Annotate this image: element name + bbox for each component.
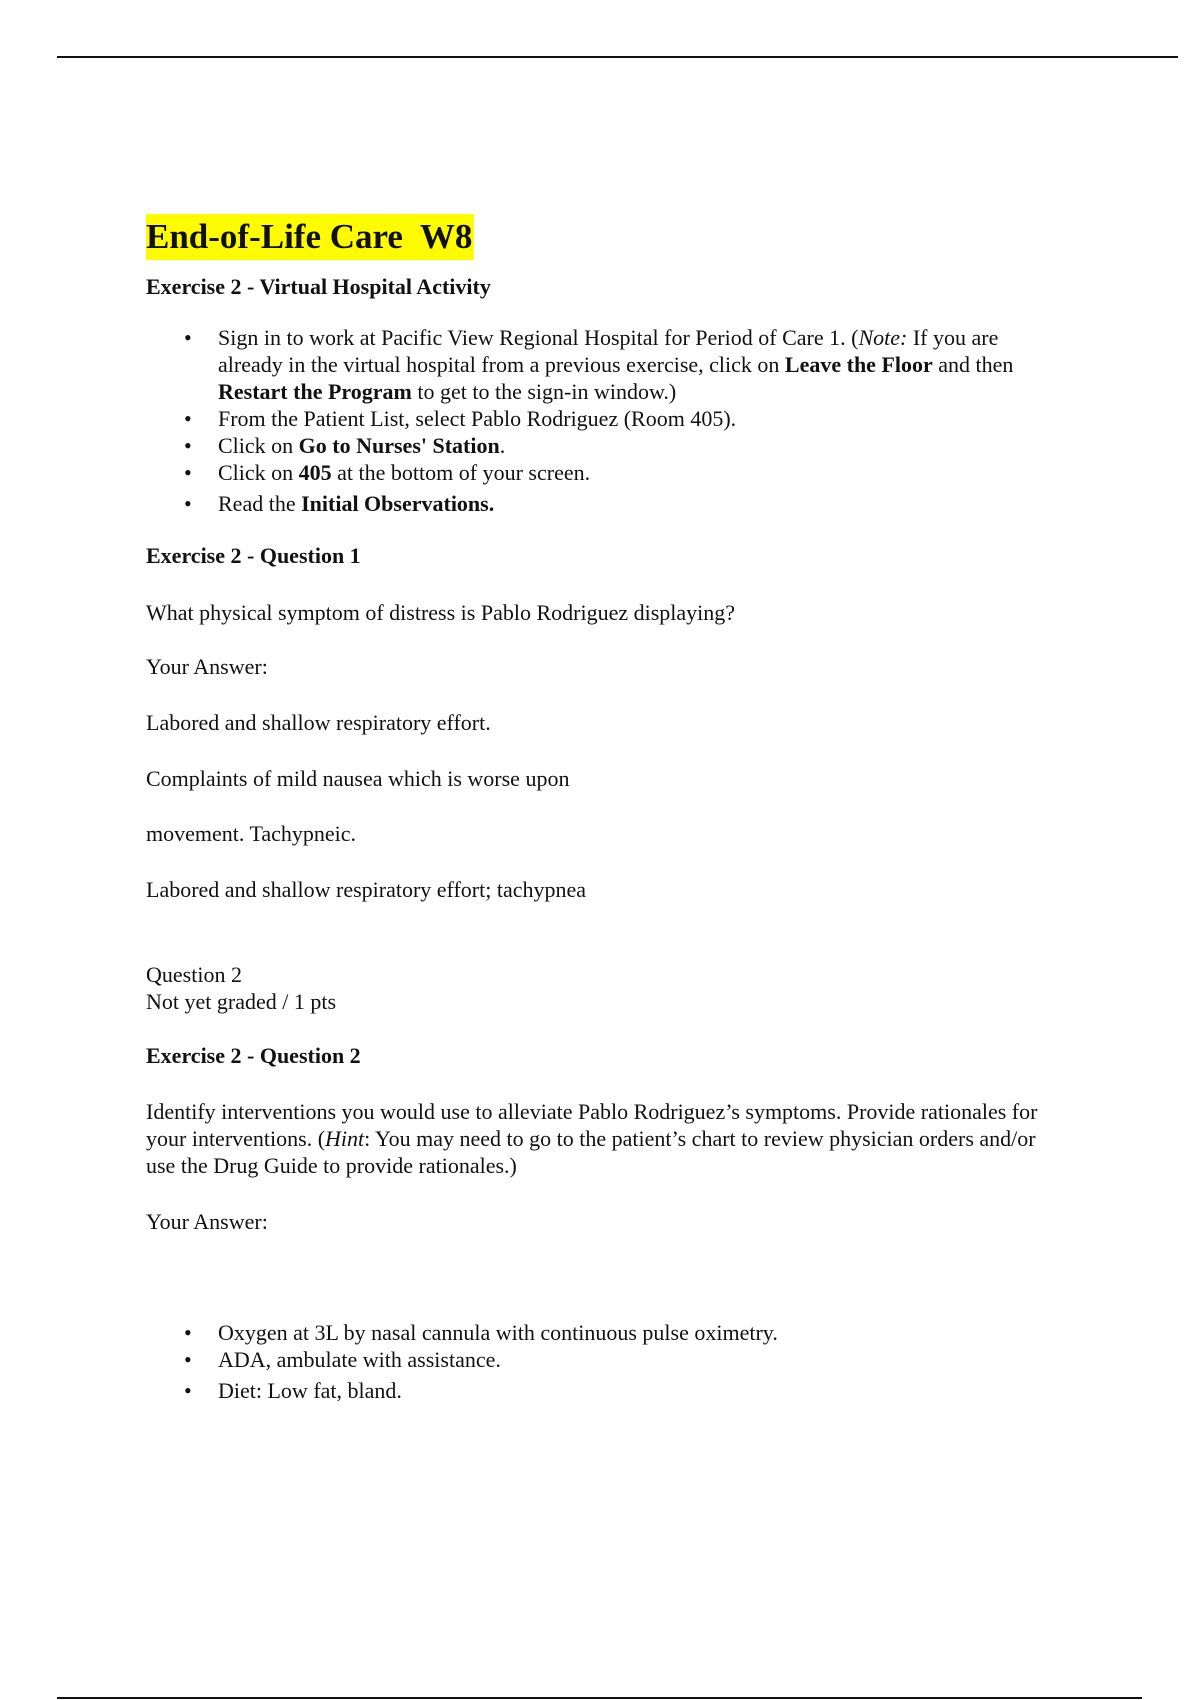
question-2-heading: Exercise 2 - Question 2: [146, 1043, 361, 1068]
question-2-prompt: Identify interventions you would use to alleviate Pablo Rodriguez’s symptoms. Provide rationales for your interventions. (Hint: You may need to go to the patient’s chart to review physician orders and/or use the Drug Guide to provide rationales.): [146, 1099, 1038, 1178]
answer-list: [146, 1319, 1066, 1404]
question-1-prompt: What physical symptom of distress is Pablo Rodriguez displaying?: [146, 600, 736, 625]
document-body: [146, 214, 1066, 1404]
instruction-item: • Sign in to work at Pacific View Regional Hospital for Period of Care 1. (Note: If you are already in the virtual hospital from a previous exercise, click on Leave the Floor and then Restart the Program to get to the sign-in window.): [218, 324, 1066, 405]
question-1-answer-label: Your Answer:: [146, 654, 268, 679]
note-label: Note:: [858, 325, 908, 350]
nurses-station-label: Go to Nurses' Station: [298, 433, 500, 458]
question-2-label: Question 2: [146, 962, 242, 987]
bottom-rule: [57, 1697, 1142, 1699]
answer-item: • ADA, ambulate with assistance.: [218, 1346, 1066, 1373]
question-1-heading: Exercise 2 - Question 1: [146, 543, 361, 568]
instruction-item: • Read the Initial Observations.: [218, 490, 1066, 517]
top-rule: [57, 56, 1178, 58]
answer-line: Labored and shallow respiratory effort.: [146, 710, 491, 735]
instructions-list: [146, 324, 1066, 517]
answer-line: Complaints of mild nausea which is worse upon: [146, 766, 570, 791]
instruction-item: • From the Patient List, select Pablo Rodriguez (Room 405).: [218, 405, 1066, 432]
answer-item: • Oxygen at 3L by nasal cannula with continuous pulse oximetry.: [218, 1319, 1066, 1346]
section-heading-virtual-hospital: Exercise 2 - Virtual Hospital Activity: [146, 274, 491, 299]
restart-program-label: Restart the Program: [218, 379, 412, 404]
answer-line: Labored and shallow respiratory effort; tachypnea: [146, 877, 587, 902]
question-2-answer-label: Your Answer:: [146, 1209, 268, 1234]
instruction-item: • Click on 405 at the bottom of your screen.: [218, 459, 1066, 486]
page-title: End-of-Life Care W8: [146, 214, 474, 260]
hint-label: Hint: [325, 1126, 365, 1151]
leave-floor-label: Leave the Floor: [784, 352, 933, 377]
instruction-item: • Click on Go to Nurses' Station.: [218, 432, 1066, 459]
answer-item: • Diet: Low fat, bland.: [218, 1377, 1066, 1404]
answer-line: movement. Tachypneic.: [146, 821, 357, 846]
question-2-grade-status: Not yet graded / 1 pts: [146, 989, 337, 1014]
room-405-label: 405: [298, 460, 332, 485]
initial-observations-label: Initial Observations.: [301, 491, 495, 516]
